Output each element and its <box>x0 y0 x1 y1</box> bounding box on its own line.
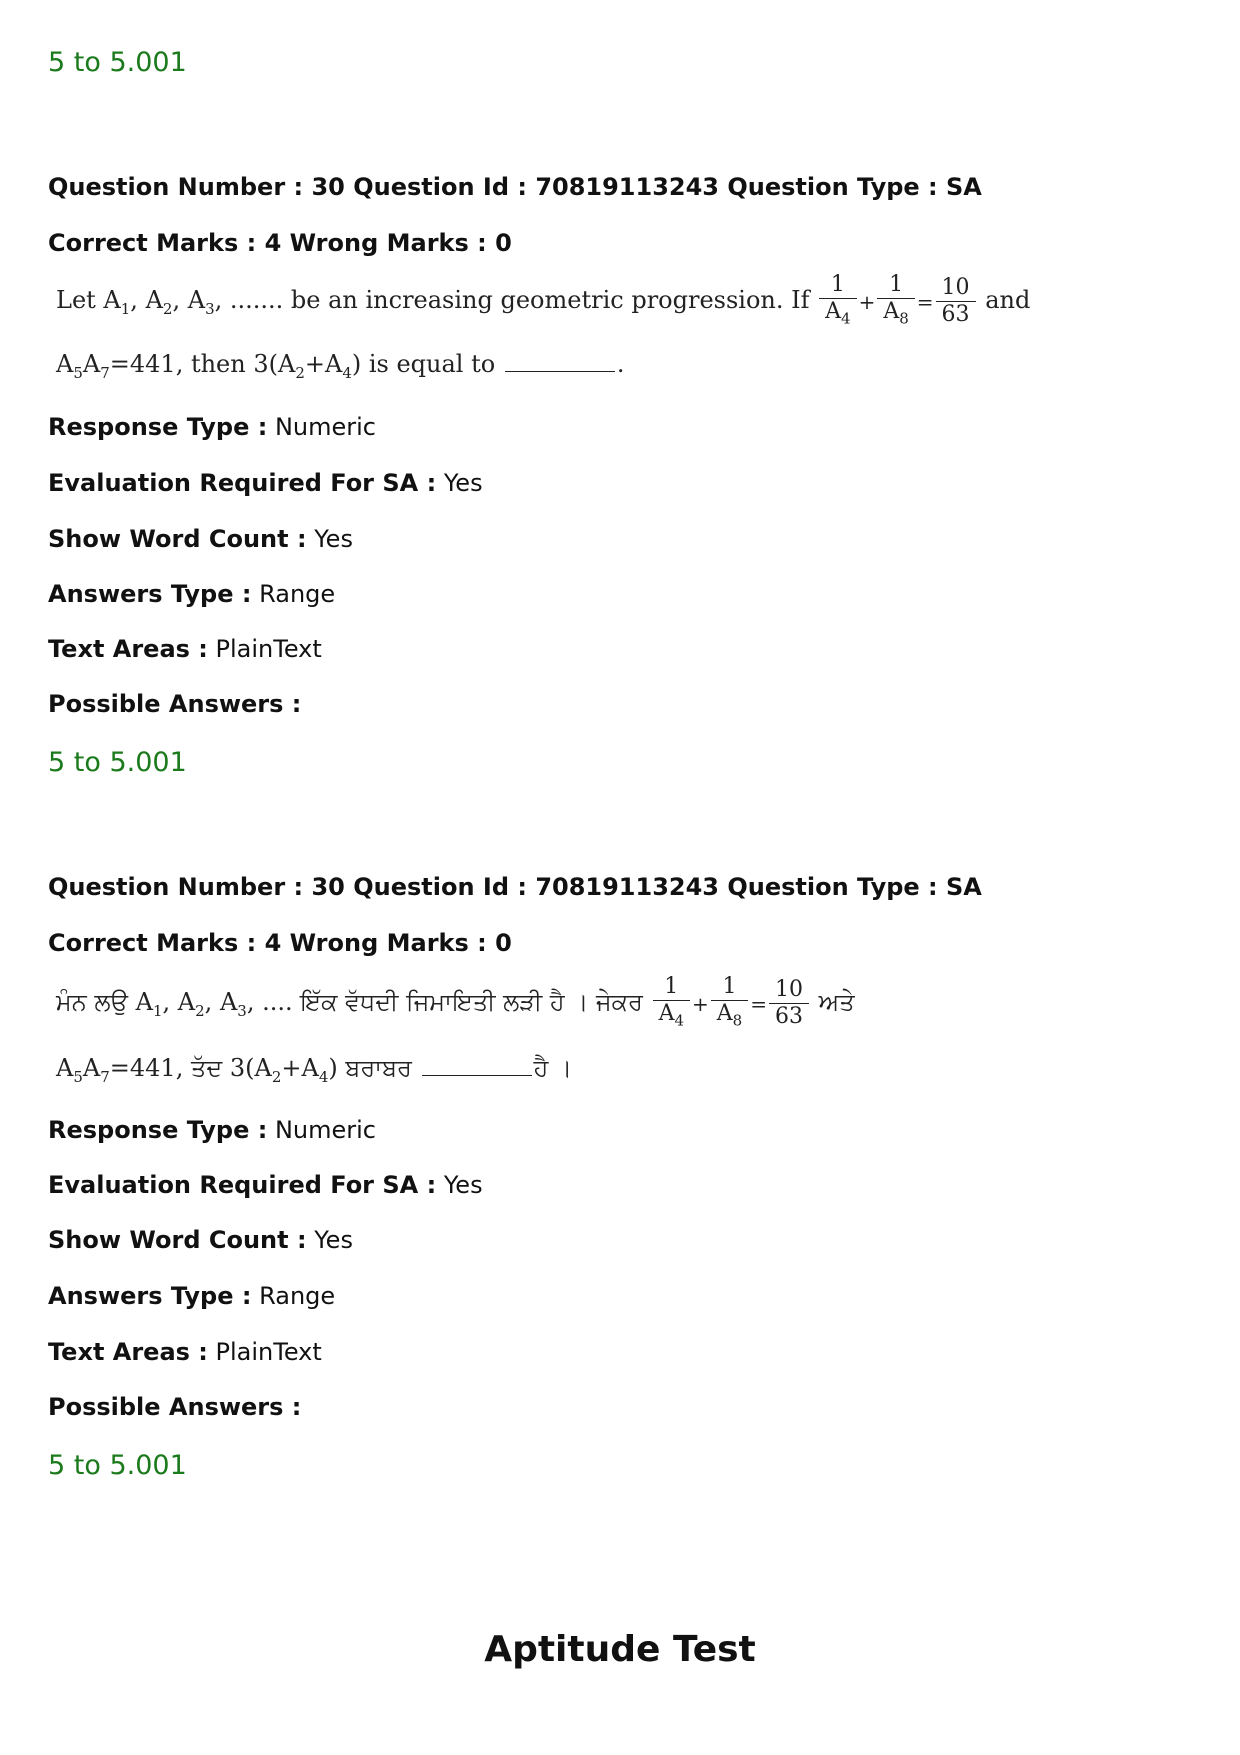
fraction-1-over-a4: $\frac{1}{A_4}$ <box>653 974 690 1033</box>
question-line1-prefix: Let A <box>56 286 121 315</box>
question-conjunction: and <box>985 286 1031 315</box>
field-evaluation-required: Evaluation Required For SA : Yes <box>48 1171 483 1199</box>
question-header: Question Number : 30 Question Id : 70819113243 Question Type : SA <box>48 873 982 901</box>
fraction-10-over-63: $\frac{10}{63}$ <box>769 977 809 1030</box>
field-response-type: Response Type : Numeric <box>48 1116 376 1144</box>
question-marks: Correct Marks : 4 Wrong Marks : 0 <box>48 929 512 957</box>
field-possible-answers: Possible Answers : <box>48 690 302 718</box>
field-response-type: Response Type : Numeric <box>48 413 376 441</box>
question-marks: Correct Marks : 4 Wrong Marks : 0 <box>48 229 512 257</box>
section-title: Aptitude Test <box>484 1629 756 1670</box>
field-possible-answers: Possible Answers : <box>48 1393 302 1421</box>
answer-blank <box>505 371 615 372</box>
field-show-word-count: Show Word Count : Yes <box>48 525 353 553</box>
possible-answer: 5 to 5.001 <box>48 1450 187 1481</box>
question-line1-tail: , ....... be an increasing geometric progression. If <box>214 286 810 315</box>
fraction-10-over-63: $\frac{10}{63}$ <box>936 275 976 328</box>
possible-answer-top: 5 to 5.001 <box>48 47 187 78</box>
question-header: Question Number : 30 Question Id : 70819113243 Question Type : SA <box>48 173 982 201</box>
field-evaluation-required: Evaluation Required For SA : Yes <box>48 469 483 497</box>
fraction-1-over-a4: $\frac{1}{A_4}$ <box>819 272 856 331</box>
field-text-areas: Text Areas : PlainText <box>48 635 322 663</box>
answer-blank <box>422 1075 532 1076</box>
fraction-1-over-a8: $\frac{1}{A_8}$ <box>877 272 914 331</box>
field-text-areas: Text Areas : PlainText <box>48 1338 322 1366</box>
fraction-1-over-a8: $\frac{1}{A_8}$ <box>711 974 748 1033</box>
possible-answer: 5 to 5.001 <box>48 747 187 778</box>
field-answers-type: Answers Type : Range <box>48 1282 336 1310</box>
field-answers-type: Answers Type : Range <box>48 580 336 608</box>
field-show-word-count: Show Word Count : Yes <box>48 1226 353 1254</box>
